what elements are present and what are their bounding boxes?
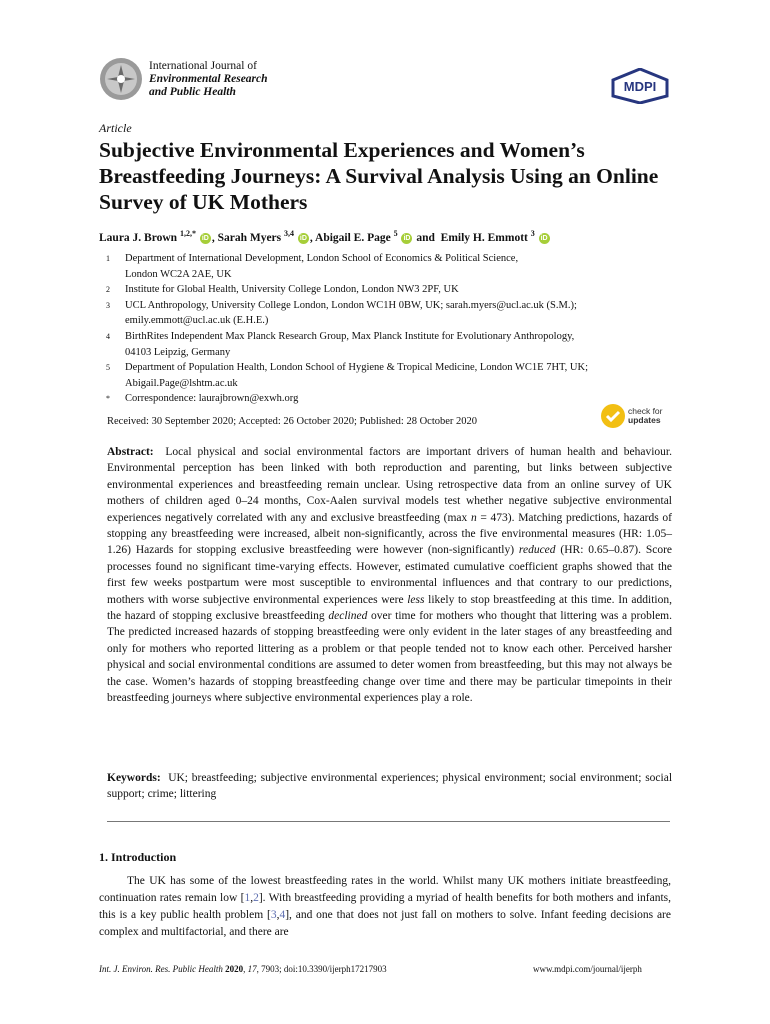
intro-text: , — [276, 909, 280, 921]
author-sup: 3,4 — [284, 229, 295, 238]
footer-year: 2020 — [225, 964, 244, 974]
check-updates-icon — [601, 404, 625, 428]
journal-name-line2: Environmental Research — [149, 73, 268, 85]
abstract-italic: declined — [328, 610, 368, 623]
journal-logo — [99, 57, 143, 101]
affiliation-line: emily.emmott@ucl.ac.uk (E.H.E.) — [125, 315, 269, 327]
check-updates-label — [628, 407, 663, 425]
abstract-italic: less — [407, 593, 425, 606]
footer-journal: Int. J. Environ. Res. Public Health — [99, 964, 223, 974]
abstract — [107, 444, 672, 707]
check-for-updates-button[interactable] — [601, 404, 676, 430]
mdpi-logo-text: MDPI — [623, 79, 657, 94]
affiliation-item — [99, 282, 679, 298]
abstract-text: Local physical and social environmental factors are important drivers of human health and behaviour. Environmental perception has been linked with both reproduction and parenting, but links between subjective environmental experiences and breastfeeding remain unclear. Using retrospective data from an online survey of UK mothers of children aged 0–24 months, Cox-Aalen survival models test whether negative subjective environmental experiences negatively correlated with any and exclusive breastfeeding (max — [107, 446, 672, 524]
article-title: Subjective Environmental Experiences and Women’s Breastfeeding Journeys: A Survival Analysis Using an Online Survey of UK Mothers — [99, 138, 659, 214]
journal-name-line1: International Journal of — [149, 60, 257, 72]
affiliation-line: Correspondence: laurajbrown@exwh.org — [125, 393, 299, 405]
abstract-italic: n — [470, 511, 477, 524]
author-list — [99, 229, 699, 244]
affiliation-line: London WC2A 2AE, UK — [125, 268, 232, 280]
affiliation-line: Institute for Global Health, University College London, London NW3 2PF, UK — [125, 284, 459, 296]
section-heading: 1. Introduction — [99, 850, 177, 864]
abstract-text: = 473). Matching predictions, hazards of stopping any breastfeeding were increased, albeit non-significantly, across the five environmental measures (HR: 1.05–1.26) Hazards for stopping exclusive breastfeeding were however (non-significantly) — [107, 511, 672, 557]
keywords — [107, 770, 672, 803]
intro-text: ]. With breastfeeding providing a myriad of health benefits for both mothers and infants, this is a key public health problem [ — [99, 892, 671, 921]
affiliation-number: 5 — [106, 363, 110, 373]
affiliation-number: 4 — [106, 331, 110, 341]
orcid-icon[interactable]: iD — [403, 234, 411, 242]
abstract-text: over time for mothers who thought that littering was a problem. The predicted increased hazards of stopping breastfeeding were only evident in the later stages of any breastfeeding and only for mothers who reported littering as a problem or that people tended not to know each other. Perceived harsher physical and social environmental conditions are assumed to deter women from breastfeeding, but this may not always be the case. Women’s hazards of stopping breastfeeding change over time and there may be particular timepoints in their breastfeeding journeys where subjective environmental experiences play a role. — [107, 610, 672, 705]
affiliation-item — [99, 251, 679, 282]
keywords-label: Keywords: — [107, 772, 161, 784]
affiliation-item — [99, 391, 679, 407]
orcid-icon[interactable]: iD — [299, 234, 307, 242]
intro-text: ], and one that does not just fall on mothers to solve. Infant feeding decisions are complex and multifactorial, and there are — [99, 909, 671, 938]
affiliation-line: Department of Population Health, London School of Hygiene & Tropical Medicine, London WC1E 7HT, UK; — [125, 362, 588, 374]
affiliation-number: 1 — [106, 254, 110, 263]
author-name: Abigail E. Page — [315, 231, 391, 244]
affiliation-line: 04103 Leipzig, Germany — [125, 346, 231, 358]
citation-link[interactable]: 1 — [244, 892, 251, 904]
citation-link[interactable]: 4 — [279, 909, 286, 921]
check-updates-line2: updates — [628, 415, 661, 425]
orcid-icon[interactable]: iD — [201, 234, 209, 242]
author-sep: , — [211, 231, 218, 244]
article-type: Article — [99, 121, 132, 135]
affiliation-line: Department of International Development, London School of Economics & Political Science, — [125, 253, 519, 264]
affiliation-item — [99, 298, 679, 329]
author-name: Emily H. Emmott — [440, 231, 528, 244]
mdpi-logo — [610, 68, 670, 104]
intro-text: The UK has some of the lowest breastfeeding rates in the world. Whilst many UK mothers initiate breastfeeding, continuation rates remain low [ — [99, 875, 671, 904]
affiliation-line: UCL Anthropology, University College London, London WC1H 0BW, UK; sarah.myers@ucl.ac.uk (S.M.); — [125, 299, 577, 311]
affiliation-number: 3 — [106, 300, 110, 310]
author-name: Sarah Myers — [217, 231, 282, 244]
orcid-icon[interactable]: iD — [540, 234, 548, 242]
abstract-label: Abstract: — [107, 446, 154, 458]
author-sup: 1,2, — [179, 229, 192, 238]
check-updates-line1: check for — [628, 406, 663, 416]
section-divider — [107, 821, 670, 822]
footer-citation: Int. J. Environ. Res. Public Health 2020, 17, 7903; doi:10.3390/ijerph17217903 — [99, 964, 387, 974]
footer-url[interactable]: www.mdpi.com/journal/ijerph — [533, 964, 642, 974]
footer-volume: 17 — [247, 964, 257, 974]
author-sup: 5 — [393, 229, 398, 238]
affiliations — [99, 251, 679, 407]
journal-name — [149, 60, 268, 99]
affiliation-item — [99, 329, 679, 360]
abstract-text: likely to stop breastfeeding at this time. In addition, the hazard of stopping exclusive breastfeeding — [107, 593, 672, 623]
author-star: * — [191, 229, 196, 238]
publication-dates: Received: 30 September 2020; Accepted: 26 October 2020; Published: 28 October 2020 — [107, 416, 478, 427]
abstract-text: (HR: 0.65–0.87). Score processes found no significant time-varying effects. However, estimated cumulative coefficient graphs showed that the first few weeks postpartum were most susceptible to environmental influences and that contrary to our predictions, mothers with worse subjective environmental experiences were — [107, 544, 673, 606]
author-sup: 3 — [530, 229, 535, 238]
author-sep: , — [309, 231, 316, 244]
citation-link[interactable]: 3 — [270, 909, 277, 921]
citation-link[interactable]: 2 — [253, 892, 259, 904]
intro-text: , — [250, 892, 254, 904]
introduction-paragraph — [99, 873, 671, 941]
keywords-text: UK; breastfeeding; subjective environmental experiences; physical environment; social environment; social support; crime; littering — [107, 772, 673, 801]
footer-doi: , 7903; doi:10.3390/ijerph17217903 — [256, 964, 387, 974]
affiliation-number: 2 — [106, 285, 110, 295]
journal-name-line3: and Public Health — [149, 86, 236, 98]
author-name: Laura J. Brown — [99, 231, 178, 244]
affiliation-line: BirthRites Independent Max Planck Research Group, Max Planck Institute for Evolutionary Anthropology, — [125, 330, 575, 342]
affiliation-number: * — [106, 394, 110, 404]
abstract-italic: reduced — [518, 544, 556, 557]
affiliation-item — [99, 360, 679, 391]
author-sep: and — [413, 231, 438, 244]
affiliation-line: Abigail.Page@lshtm.ac.uk — [125, 377, 238, 389]
